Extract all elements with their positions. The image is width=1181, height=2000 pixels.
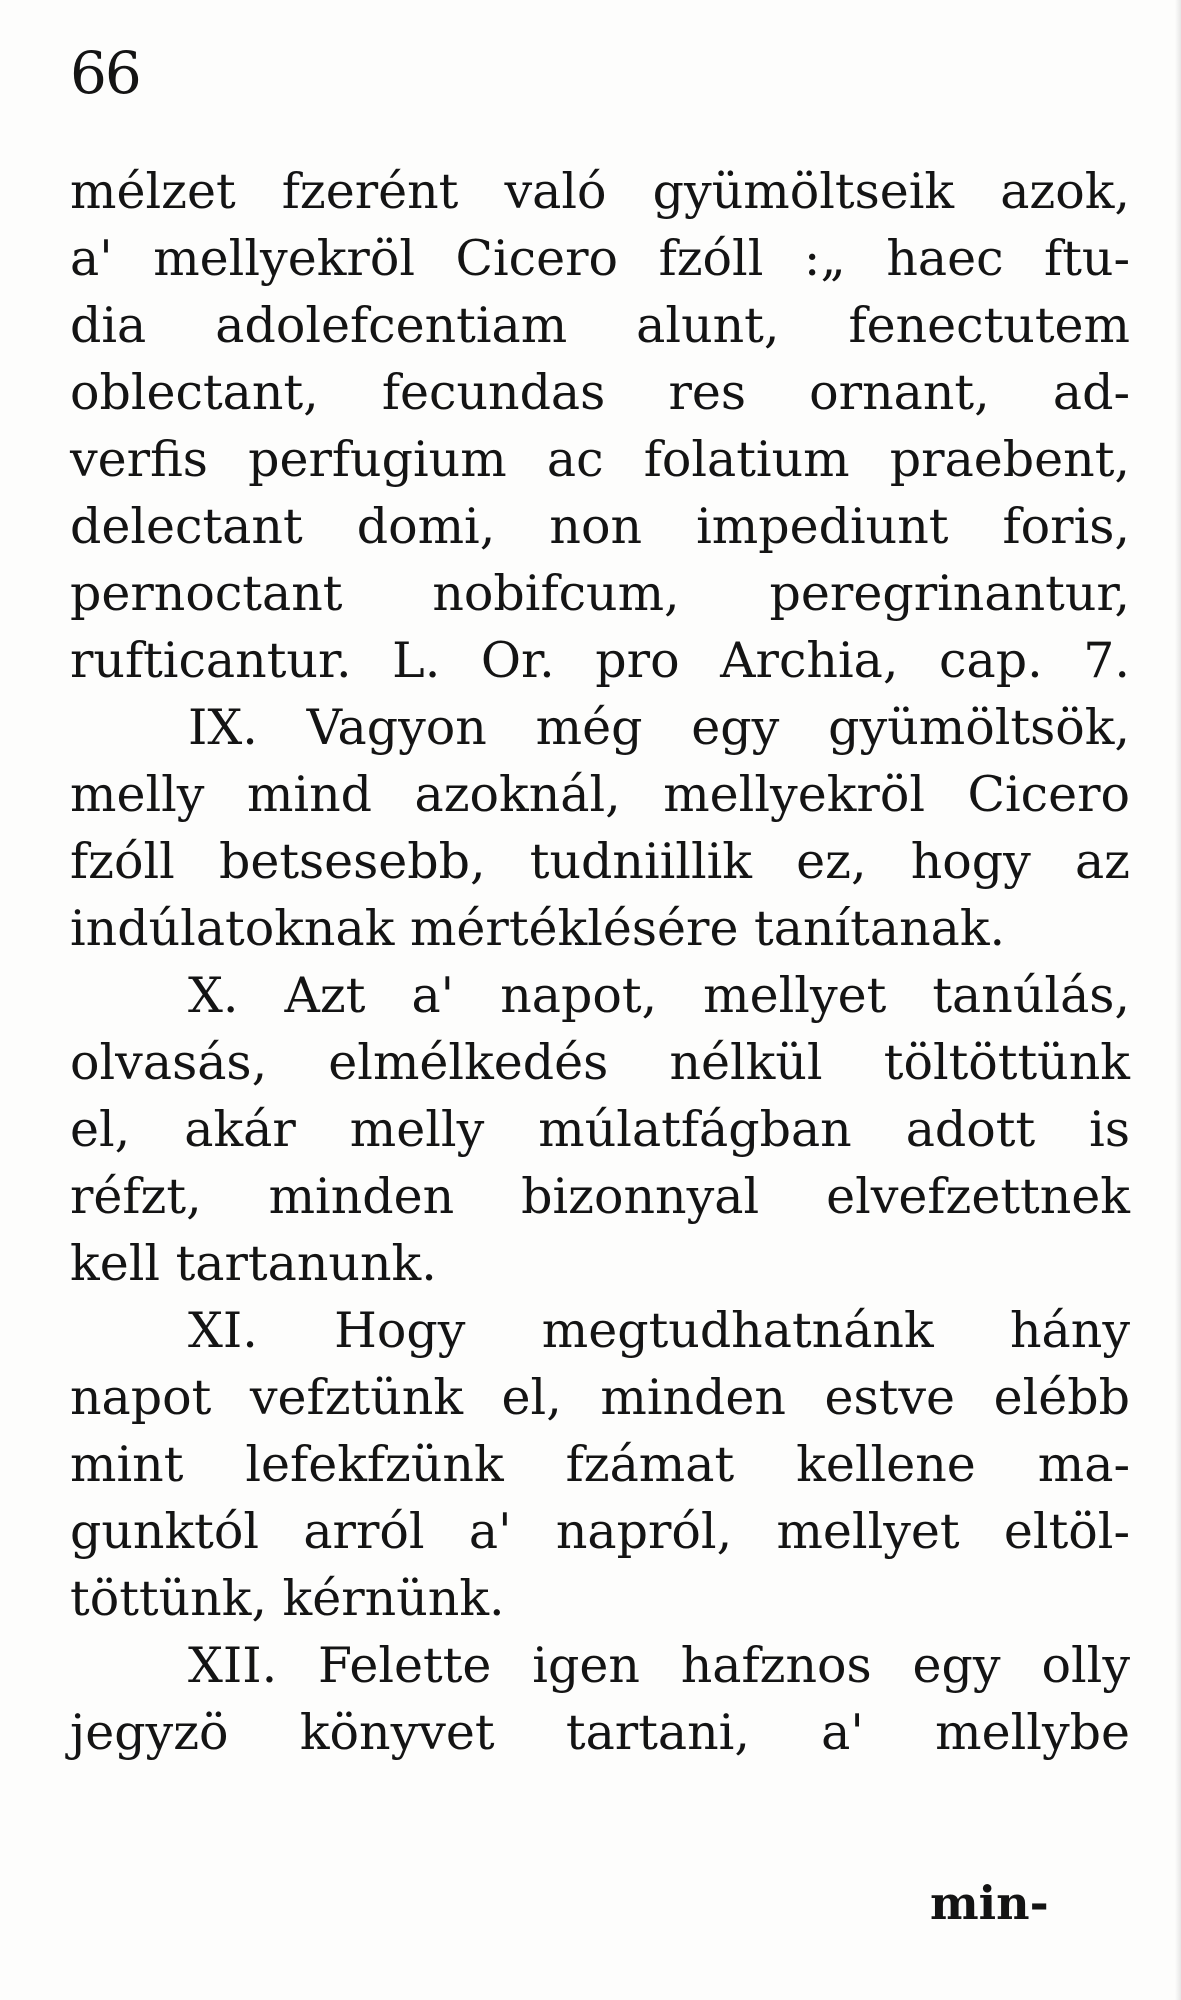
page-edge [1175,0,1181,2000]
text-line: oblectant, fecundas res ornant, ad- [70,364,1130,421]
paragraph-ix-start: IX. Vagyon még egy gyümöltsök, [188,699,1130,756]
text-line: rufticantur. L. Or. pro Archia, cap. 7. [70,632,1130,689]
page-number: 66 [70,39,140,107]
text-line: indúlatoknak mértéklésére tanítanak. [70,900,1006,957]
text-line: olvasás, elmélkedés nélkül töltöttünk [70,1034,1130,1091]
paragraph-xii-start: XII. Felette igen hafznos egy olly [188,1637,1130,1694]
text-line: a' mellyekröl Cicero fzóll :„ haec ftu- [70,230,1130,287]
catchword: min- [930,1876,1049,1930]
text-line: delectant domi, non impediunt foris, [70,498,1130,555]
text-line: jegyzö könyvet tartani, a' mellybe [70,1704,1130,1761]
text-line: mélzet fzerént való gyümöltseik azok, [70,163,1130,220]
text-line: mint lefekfzünk fzámat kellene ma- [70,1436,1130,1493]
text-line: dia adolefcentiam alunt, fenectutem [70,297,1130,354]
text-line: melly mind azoknál, mellyekröl Cicero [70,766,1130,823]
text-line: réfzt, minden bizonnyal elvefzettnek [70,1168,1130,1225]
text-line: töttünk, kérnünk. [70,1570,505,1627]
body-text [70,158,1130,1766]
text-line: kell tartanunk. [70,1235,437,1292]
text-line: gunktól arról a' napról, mellyet eltöl- [70,1503,1130,1560]
paragraph-xi-start: XI. Hogy megtudhatnánk hány [188,1302,1130,1359]
text-line: pernoctant nobifcum, peregrinantur, [70,565,1130,622]
text-line: el, akár melly múlatfágban adott is [70,1101,1130,1158]
paragraph-x-start: X. Azt a' napot, mellyet tanúlás, [188,967,1130,1024]
text-line: verfis perfugium ac folatium praebent, [70,431,1130,488]
text-line: napot vefztünk el, minden estve elébb [70,1369,1130,1426]
text-line: fzóll betsesebb, tudniillik ez, hogy az [70,833,1130,890]
